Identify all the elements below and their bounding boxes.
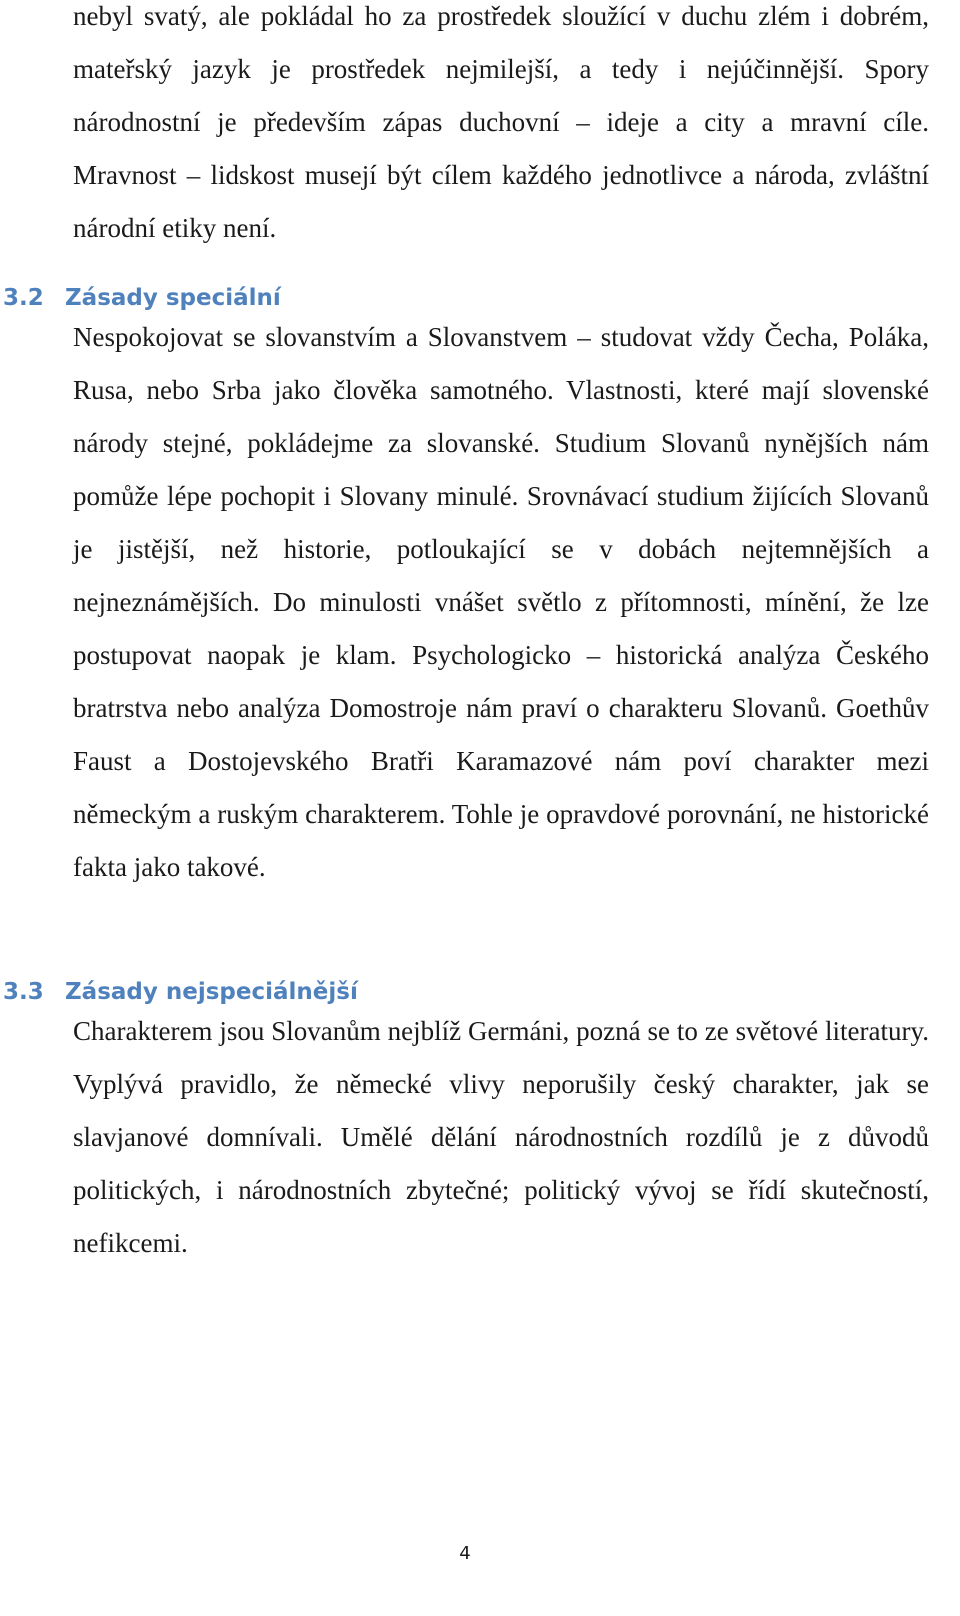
section-number: 3.2 <box>3 285 44 311</box>
intro-paragraph: nebyl svatý, ale pokládal ho za prostředek sloužící v duchu zlém i dobrém, mateřský jazyk je prostředek nejmilejší, a tedy i nejúčinnější. Spory národnostní je především zápas duchovní – ideje a city a mravní cíle. Mravnost – lidskost musejí být cílem každého jednotlivce a národa, zvláštní národní etiky není. <box>73 1 929 243</box>
section-title: Zásady nejspeciálnější <box>65 979 358 1005</box>
section-number: 3.3 <box>3 979 44 1005</box>
section-3-3-paragraph: Charakterem jsou Slovanům nejblíž Germáni, pozná se to ze světové literatury. Vyplývá pravidlo, že německé vlivy neporušily český charakter, jak se slavjanové domnívali. Umělé dělání národnostních rozdílů je z důvodů politických, i národnostních zbytečné; politický vývoj se řídí skutečností, nefikcemi. <box>73 1016 929 1258</box>
section-3-2-paragraph: Nespokojovat se slovanstvím a Slovanstvem – studovat vždy Čecha, Poláka, Rusa, nebo Srba jako člověka samotného. Vlastnosti, které mají slovenské národy stejné, pokládejme za slovanské. Studium Slovanů nynějších nám pomůže lépe pochopit i Slovany minulé. Srovnávací studium žijících Slovanů je jistější, než historie, potloukající se v dobách nejtemnějších a nejneznámějších. Do minulosti vnášet světlo z přítomnosti, mínění, že lze postupovat naopak je klam. Psychologicko – historická analýza Českého bratrstva nebo analýza Domostroje nám praví o charakteru Slovanů. Goethův Faust a Dostojevského Bratři Karamazové nám poví charakter mezi německým a ruským charakterem. Tohle je opravdové porovnání, ne historické fakta jako takové. <box>73 322 929 882</box>
section-heading-3-3 <box>3 977 358 1007</box>
page-number: 4 <box>459 1543 471 1564</box>
section-title: Zásady speciální <box>65 285 281 311</box>
section-heading-3-2 <box>3 283 281 313</box>
